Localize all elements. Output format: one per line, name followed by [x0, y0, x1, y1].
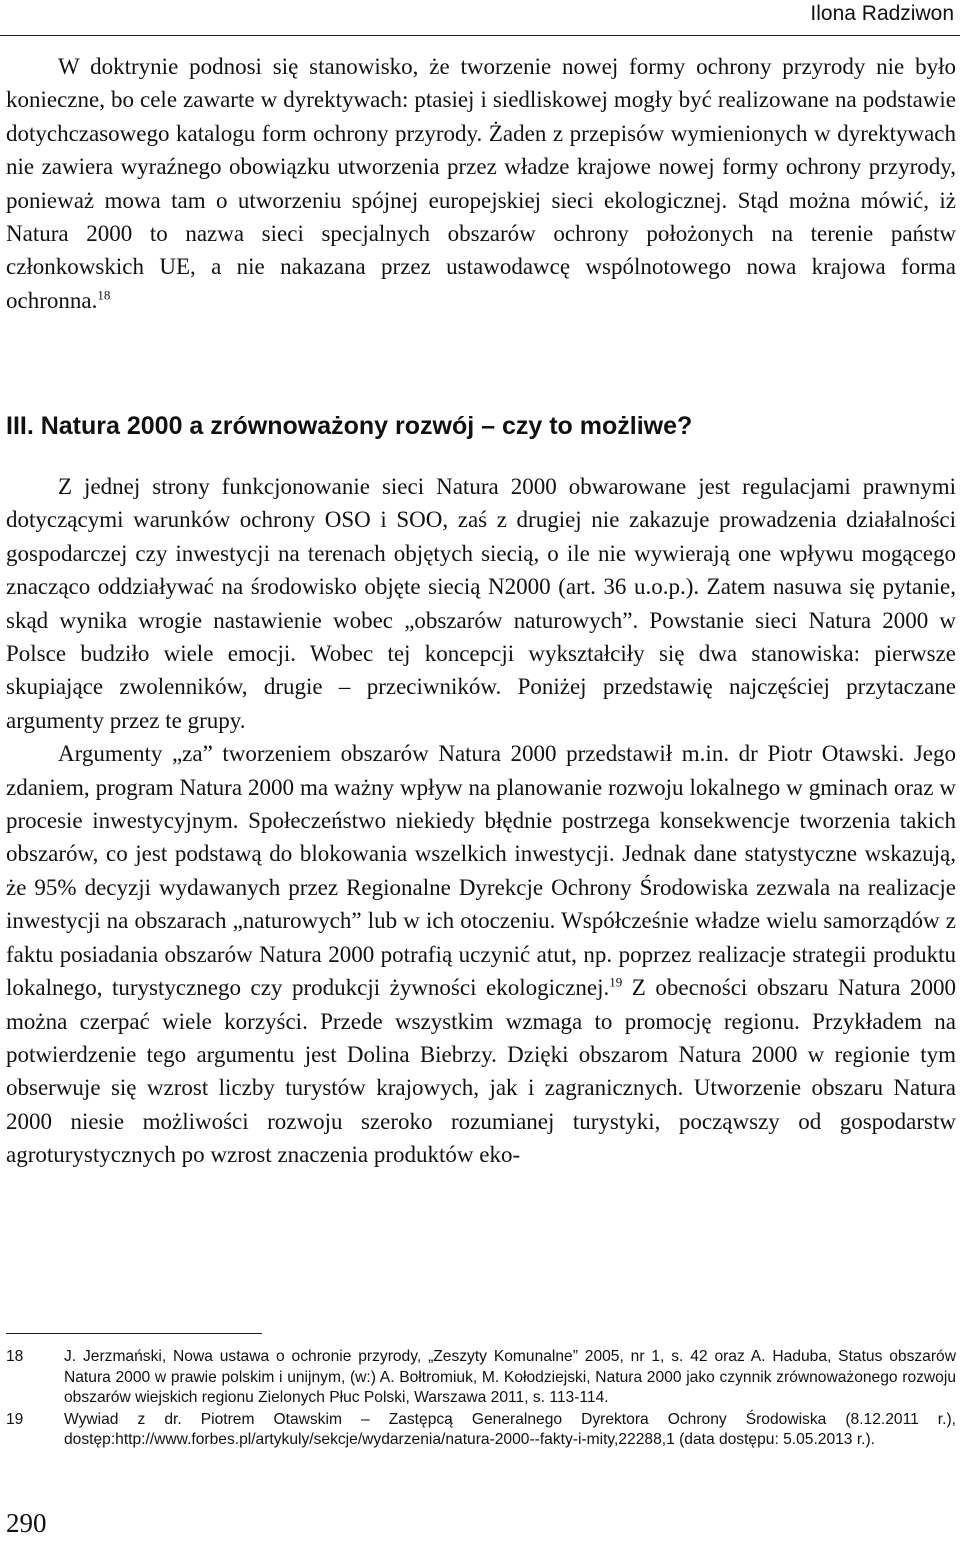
- footnotes: [6, 1347, 956, 1452]
- footnote-ref[interactable]: 18: [97, 287, 111, 303]
- section-text-block: [6, 470, 956, 1172]
- section-heading: III. Natura 2000 a zrównoważony rozwój – czy to możliwe?: [6, 412, 693, 440]
- page-number: 290: [6, 1508, 47, 1538]
- paragraph: [6, 737, 956, 1171]
- footnote-ref[interactable]: 19: [609, 974, 623, 990]
- footnote-text: J. Jerzmański, Nowa ustawa o ochronie przyrody, „Zeszyty Komunalne” 2005, nr 1, s. 42 oraz A. Haduba, Status obszarów Natura 2000 w prawie polskim i unijnym, (w:) A. Bołtromiuk, M. Kołodziejski, Natura 2000 jako czynnik zrównoważonego rozwoju obszarów wiejskich regionu Zielonych Płuc Polski, Warszawa 2011, s. 113-114.: [64, 1348, 956, 1406]
- footnote-text: Wywiad z dr. Piotrem Otawskim – Zastępcą Generalnego Dyrektora Ochrony Środowiska (8.12.2011 r.), dostęp:http://www.forbes.pl/artykuly/sekcje/wydarzenia/natura-2000--fakty-i-mity,22288,1 (data dostępu: 5.05.2013 r.).: [64, 1410, 956, 1448]
- footnote: [6, 1410, 956, 1451]
- paragraph-text: Z jednej strony funkcjonowanie sieci Natura 2000 obwarowane jest regulacjami prawnymi dotyczącymi warunków ochrony OSO i SOO, zaś z drugiej nie zakazuje prowadzenia działalności gospodarczej czy inwestycji na terenach objętych siecią, o ile nie wywierają one wpływu mogącego znacząco oddziaływać na środowisko objęte siecią N2000 (art. 36 u.o.p.). Zatem nasuwa się pytanie, skąd wynika wrogie nastawienie wobec „obszarów naturowych”. Powstanie sieci Natura 2000 w Polsce budziło wiele emocji. Wobec tej koncepcji wykształciły się dwa stanowiska: pierwsze skupiające zwolenników, drugie – przeciwników. Poniżej przedstawię najczęściej przytaczane argumenty przez te grupy.: [6, 474, 956, 733]
- intro-text-block: [6, 50, 956, 317]
- paragraph-text-continued: Z obecności obszaru Natura 2000 można czerpać wiele korzyści. Przede wszystkim wzmaga to promocję regionu. Przykładem na potwierdzenie tego argumentu jest Dolina Biebrzy. Dzięki obszarom Natura 2000 w regionie tym obserwuje się wzrost liczby turystów krajowych, jak i zagranicznych. Utworzenie obszaru Natura 2000 niesie możliwości rozwoju szeroko rozumianej turystyki, począwszy od gospodarstw agroturystycznych po wzrost znaczenia produktów eko-: [6, 975, 956, 1168]
- paragraph-text: Argumenty „za” tworzeniem obszarów Natura 2000 przedstawił m.in. dr Piotr Otawski. Jego zdaniem, program Natura 2000 ma ważny wpływ na planowanie rozwoju lokalnego w gminach oraz w procesie inwestycyjnym. Społeczeństwo niekiedy błędnie postrzega konsekwencje tworzenia takich obszarów, co jest podstawą do blokowania wszelkich inwestycji. Jednak dane statystyczne wskazują, że 95% decyzji wydawanych przez Regionalne Dyrekcje Ochrony Środowiska zezwala na realizacje inwestycji na obszarach „naturowych” lub w ich otoczeniu. Współcześnie władze wielu samorządów z faktu posiadania obszarów Natura 2000 potrafią uczynić atut, np. poprzez realizacje strategii produktu lokalnego, turystycznego czy produkcji żywności ekologicznej.: [6, 741, 956, 1001]
- header-author: Ilona Radziwon: [810, 2, 954, 25]
- paragraph-text: W doktrynie podnosi się stanowisko, że tworzenie nowej formy ochrony przyrody nie było konieczne, bo cele zawarte w dyrektywach: ptasiej i siedliskowej mogły być realizowane na podstawie dotychczasowego katalogu form ochrony przyrody. Żaden z przepisów wymienionych w dyrektywach nie zawiera wyraźnego obowiązku utworzenia przez władze krajowe nowej formy ochrony przyrody, ponieważ mowa tam o utworzeniu spójnej europejskiej sieci ekologicznej. Stąd można mówić, iż Natura 2000 to nazwa sieci specjalnych obszarów ochrony położonych na terenie państw członkowskich UE, a nie nakazana przez ustawodawcę wspólnotowego nowa krajowa forma ochronna.: [6, 54, 956, 313]
- footnote-separator: [6, 1333, 262, 1334]
- footnote: [6, 1347, 956, 1409]
- footnote-number: 18: [6, 1348, 24, 1365]
- footnote-number: 19: [6, 1410, 24, 1428]
- running-header: [0, 0, 960, 36]
- paragraph: [6, 470, 956, 737]
- paragraph: [6, 50, 956, 317]
